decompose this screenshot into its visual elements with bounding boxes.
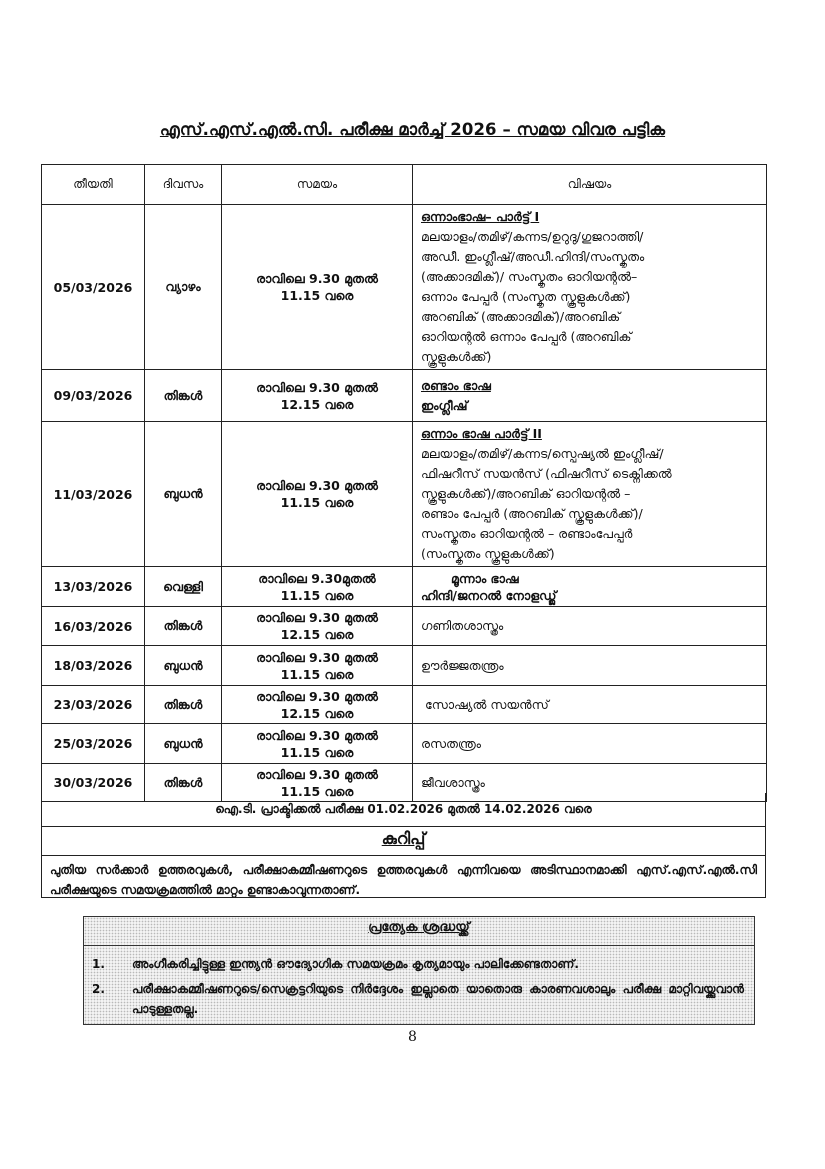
row-time — [222, 646, 413, 686]
row-time — [222, 422, 413, 567]
row-subject — [413, 205, 767, 370]
subject-line: ഫിഷറീസ് സയൻസ് (ഫിഷറീസ് ടെക്നിക്കൽ — [421, 466, 672, 481]
page-number: 8 — [408, 1029, 417, 1045]
subject-line: സ്കൂളുകൾക്ക്) — [421, 349, 492, 364]
row-date: 16/03/2026 — [42, 607, 145, 646]
row-day: തിങ്കൾ — [145, 370, 222, 422]
subject-line: അഡീ. ഇംഗ്ലീഷ്/അഡീ.ഹിന്ദി/സംസ്കൃതം — [421, 249, 645, 264]
subject-line: സ്കൂളുകൾക്ക്)/അറബിക് ഓറിയന്റൽ – — [421, 486, 631, 501]
time-start: രാവിലെ 9.30 മുതൽ — [256, 610, 378, 625]
row-subject — [413, 724, 767, 764]
subject-line: മലയാളം/തമിഴ്/കന്നട/സ്പെഷ്യൽ ഇംഗ്ലീഷ്/ — [421, 446, 664, 461]
row-day: വ്യാഴം — [145, 205, 222, 370]
header-subject: വിഷയം — [413, 165, 767, 205]
subject-heading: മൂന്നാം ഭാഷ — [451, 570, 519, 586]
time-start: രാവിലെ 9.30 മുതൽ — [256, 727, 378, 743]
row-date: 05/03/2026 — [42, 205, 145, 370]
row-day: ബുധൻ — [145, 422, 222, 567]
it-practical-notice: ഐ.ടി. പ്രാക്ടിക്കൽ പരീക്ഷ 01.02.2026 മുതൽ 14.02.2026 വരെ — [41, 793, 766, 827]
subject-line: രണ്ടാം പേപ്പർ (അറബിക് സ്കൂളുകൾക്ക്)/ — [421, 506, 643, 521]
row-date: 13/03/2026 — [42, 567, 145, 607]
row-date: 23/03/2026 — [42, 686, 145, 724]
row-time — [222, 607, 413, 646]
table-row — [42, 370, 767, 422]
subject-line: മലയാളം/തമിഴ്/കന്നട/ഉറുദു/ഗുജറാത്തി/ — [421, 229, 644, 244]
special-attention-title: പ്രത്യേക ശ്രദ്ധയ്ക്ക് — [368, 920, 470, 935]
special-attention-divider — [84, 945, 754, 946]
special-item — [92, 979, 744, 1019]
time-start: രാവിലെ 9.30 മുതൽ — [256, 688, 378, 704]
row-date: 30/03/2026 — [42, 764, 145, 802]
subject-line: ഹിന്ദി/ജനറൽ നോളഡ്ജ് — [421, 587, 557, 603]
time-end: 11.15 വരെ — [280, 666, 354, 682]
special-item-text: അംഗീകരിച്ചിട്ടുള്ള ഇന്ത്യൻ ഔദ്യോഗിക സമയക്രമം കൃത്യമായും പാലിക്കേണ്ടതാണ്. — [132, 957, 579, 971]
table-row — [42, 724, 767, 764]
time-end: 11.15 വരെ — [280, 495, 354, 510]
time-end: 12.15 വരെ — [280, 705, 354, 721]
exam-timetable — [41, 164, 767, 802]
note-divider — [42, 855, 765, 856]
row-time — [222, 370, 413, 422]
table-row — [42, 646, 767, 686]
table-header-row — [42, 165, 767, 205]
table-row — [42, 422, 767, 567]
subject-line: ജീവശാസ്ത്രം — [421, 774, 485, 790]
page-title: എസ്.എസ്.എൽ.സി. പരീക്ഷ മാർച്ച് 2026 – സമയ വിവര പട്ടിക — [159, 120, 666, 139]
time-start: രാവിലെ 9.30 മുതൽ — [256, 649, 378, 665]
row-subject — [413, 422, 767, 567]
subject-heading: രണ്ടാം ഭാഷ — [421, 377, 491, 393]
row-day: തിങ്കൾ — [145, 686, 222, 724]
row-day: വെള്ളി — [145, 567, 222, 607]
row-time — [222, 724, 413, 764]
special-item-number: 1. — [92, 957, 105, 971]
row-time — [222, 205, 413, 370]
time-start: രാവിലെ 9.30 മുതൽ — [256, 766, 378, 782]
time-end: 11.15 വരെ — [280, 744, 354, 760]
special-item-text: പരീക്ഷാകമ്മീഷണറുടെ/സെക്രട്ടറിയുടെ നിർദ്ദേശം ഇല്ലാതെ യാതൊരു കാരണവശാലും പരീക്ഷ മാറ്റിവയ്ക്കുവാൻ പാടുള്ളതല്ല. — [132, 982, 744, 1016]
row-subject — [413, 567, 767, 607]
subject-line: ഗണിതശാസ്ത്രം — [421, 618, 504, 633]
subject-line: ഇംഗ്ലീഷ് — [421, 397, 468, 413]
special-attention-box — [83, 916, 755, 1025]
row-time — [222, 567, 413, 607]
note-text: പുതിയ സർക്കാർ ഉത്തരവുകൾ, പരീക്ഷാകമ്മീഷണറുടെ ഉത്തരവുകൾ എന്നിവയെ അടിസ്ഥാനമാക്കി എസ്.എസ്.എൽ.സി പരീക്ഷയുടെ സമയക്രമത്തിൽ മാറ്റം ഉണ്ടാകാവുന്നതാണ്. — [50, 863, 757, 897]
subject-line: ഊർജ്ജതന്ത്രം — [421, 657, 504, 673]
row-day: ബുധൻ — [145, 724, 222, 764]
table-row — [42, 567, 767, 607]
row-day: തിങ്കൾ — [145, 764, 222, 802]
subject-heading: ഒന്നാം ഭാഷ പാർട്ട് II — [421, 426, 542, 441]
subject-line: സോഷ്യൽ സയൻസ് — [425, 696, 549, 712]
row-subject — [413, 607, 767, 646]
time-start: രാവിലെ 9.30മുതൽ — [258, 570, 376, 586]
note-section — [41, 827, 766, 898]
row-date: 18/03/2026 — [42, 646, 145, 686]
row-subject — [413, 686, 767, 724]
header-day: ദിവസം — [145, 165, 222, 205]
subject-line: ഒന്നാം പേപ്പർ (സംസ്കൃത സ്കൂളുകൾക്ക്) — [421, 289, 631, 304]
table-row — [42, 686, 767, 724]
subject-line: (സംസ്കൃതം സ്കൂളുകൾക്ക്) — [421, 546, 555, 561]
time-start: രാവിലെ 9.30 മുതൽ — [256, 379, 378, 395]
row-subject — [413, 646, 767, 686]
table-row — [42, 607, 767, 646]
time-start: രാവിലെ 9.30 മുതൽ — [256, 478, 378, 493]
subject-line: സംസ്കൃതം ഓറിയന്റൽ – രണ്ടാംപേപ്പർ — [421, 526, 633, 541]
table-row — [42, 205, 767, 370]
header-date: തീയതി — [42, 165, 145, 205]
row-time — [222, 686, 413, 724]
time-end: 11.15 വരെ — [280, 587, 354, 603]
row-day: തിങ്കൾ — [145, 607, 222, 646]
subject-line: രസതന്ത്രം — [421, 735, 482, 751]
time-end: 12.15 വരെ — [280, 627, 354, 642]
subject-line: (അക്കാദമിക്)/ സംസ്കൃതം ഓറിയന്റൽ– — [421, 269, 638, 284]
subject-line: ഓറിയന്റൽ ഒന്നാം പേപ്പർ (അറബിക് — [421, 329, 632, 344]
time-end: 11.15 വരെ — [280, 783, 354, 799]
time-end: 12.15 വരെ — [280, 396, 354, 412]
note-title: കുറിപ്പ് — [381, 829, 426, 848]
subject-heading: ഒന്നാംഭാഷ– പാർട്ട് I — [421, 209, 540, 224]
header-time: സമയം — [222, 165, 413, 205]
subject-line: അറബിക് (അക്കാദമിക്)/അറബിക് — [421, 309, 621, 324]
special-item-number: 2. — [92, 982, 105, 996]
row-date: 09/03/2026 — [42, 370, 145, 422]
special-item — [92, 954, 744, 974]
row-date: 11/03/2026 — [42, 422, 145, 567]
row-date: 25/03/2026 — [42, 724, 145, 764]
row-day: ബുധൻ — [145, 646, 222, 686]
time-end: 11.15 വരെ — [280, 288, 354, 303]
row-subject — [413, 370, 767, 422]
time-start: രാവിലെ 9.30 മുതൽ — [256, 271, 378, 286]
